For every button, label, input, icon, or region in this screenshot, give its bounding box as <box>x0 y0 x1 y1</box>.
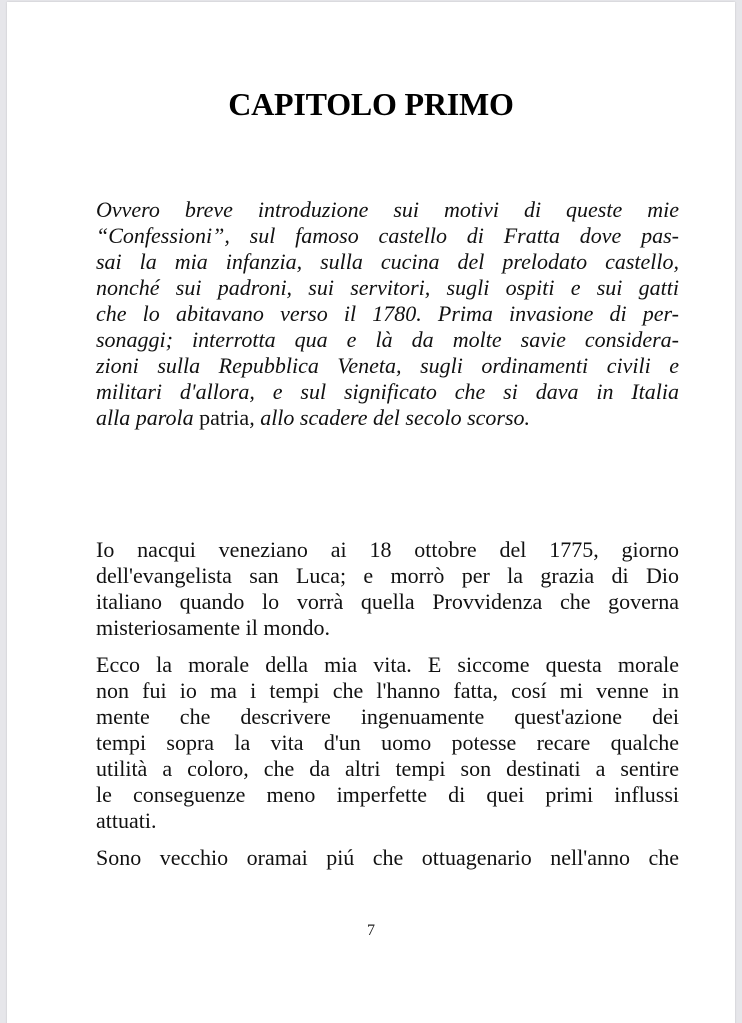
text-line: mente che descrivere ingenuamente quest'azione dei <box>96 704 679 729</box>
paragraph <box>96 652 679 834</box>
chapter-summary <box>96 197 679 431</box>
summary-text: , allo scadere del secolo scorso. <box>249 405 531 430</box>
chapter-title: CAPITOLO PRIMO <box>228 86 514 122</box>
summary-line: che lo abitavano verso il 1780. Prima invasione di per- <box>96 301 679 326</box>
text-line: le conseguenze meno imperfette di quei primi influssi <box>96 782 679 807</box>
summary-line: Ovvero breve introduzione sui motivi di queste mie <box>96 197 679 222</box>
text-line: attuati. <box>96 808 157 833</box>
text-line: Sono vecchio oramai piú che ottuagenario nell'anno che <box>96 845 679 870</box>
text-line: non fui io ma i tempi che l'hanno fatta, cosí mi venne in <box>96 678 679 703</box>
summary-line: nonché sui padroni, sui servitori, sugli ospiti e sui gatti <box>96 275 679 300</box>
text-line: italiano quando lo vorrà quella Provvidenza che governa <box>96 589 679 614</box>
chapter-body <box>96 537 679 882</box>
paragraph <box>96 537 679 641</box>
emphasized-word: patria <box>199 405 250 430</box>
text-line: Io nacqui veneziano ai 18 ottobre del 1775, giorno <box>96 537 679 562</box>
text-line: tempi sopra la vita d'un uomo potesse recare qualche <box>96 730 679 755</box>
summary-last-line <box>96 405 679 431</box>
paragraph <box>96 845 679 871</box>
summary-text: alla parola <box>96 405 200 430</box>
summary-line: zioni sulla Repubblica Veneta, sugli ordinamenti civili e <box>96 353 679 378</box>
summary-line: sai la mia infanzia, sulla cucina del prelodato castello, <box>96 249 679 274</box>
page-number: 7 <box>367 922 375 939</box>
book-page <box>7 2 735 1023</box>
text-line: Ecco la morale della mia vita. E siccome questa morale <box>96 652 679 677</box>
summary-line: sonaggi; interrotta qua e là da molte savie considera- <box>96 327 679 352</box>
text-line: dell'evangelista san Luca; e morrò per la grazia di Dio <box>96 563 679 588</box>
summary-line: “Confessioni”, sul famoso castello di Fratta dove pas- <box>96 223 679 248</box>
text-line: misteriosamente il mondo. <box>96 615 331 640</box>
summary-line: militari d'allora, e sul significato che si dava in Italia <box>96 379 679 404</box>
text-line: utilità a coloro, che da altri tempi son destinati a sentire <box>96 756 679 781</box>
